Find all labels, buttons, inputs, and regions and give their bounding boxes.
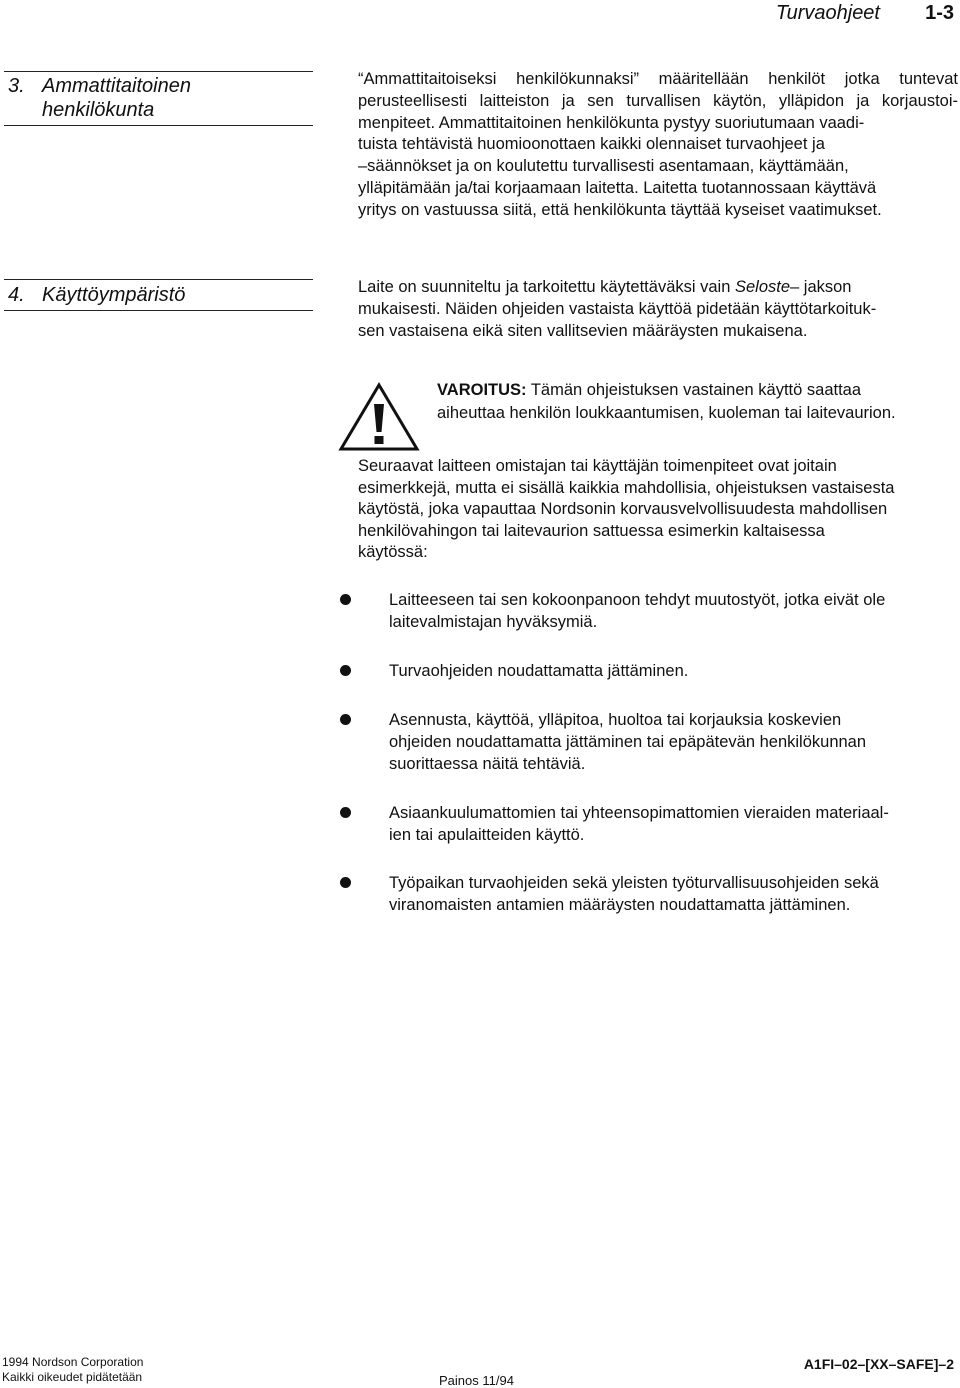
section-4-line [358,277,958,299]
intro-line: esimerkkejä, mutta ei sisällä kaikkia mahdollisia, ohjeistuksen vastaisesta [358,478,895,497]
list-item-line: laitevalmistajan hyväksymiä. [389,613,598,631]
section-3-title-line-1: Ammattitaitoinen [42,75,191,97]
header-title: Turvaohjeet [775,2,880,24]
section-rule-top [4,279,313,280]
bullet-icon [340,665,351,676]
page-number: 1-3 [925,2,954,24]
list-item-line: Turvaohjeiden noudattamatta jättäminen. [389,662,689,680]
bullet-list [340,589,955,916]
bullet-icon [340,807,351,818]
section-rule-bottom [4,310,313,311]
list-item-line: suorittaessa näitä tehtäviä. [389,755,586,773]
section-rule-bottom [4,125,313,126]
section-3-line: tuista tehtävistä huomioonottaen kaikki olennaiset turvaohjeet ja [358,135,825,154]
rights-text: Kaikki oikeudet pidätetään [2,1370,143,1384]
warning-text [437,379,957,424]
section-4-number: 4. [8,284,25,306]
warning-text-part: Tämän ohjeistuksen vastainen käyttö saattaa [526,381,862,399]
intro-line: käytöstä, joka vapauttaa Nordsonin korvausvelvollisuudesta mahdollisen [358,500,888,519]
section-4-heading [8,283,185,307]
warning-line: aiheuttaa henkilön loukkaantumisen, kuoleman tai laitevaurion. [437,403,896,422]
footer-copyright [2,1355,143,1385]
bullet-icon [340,877,351,888]
section-3-line: ylläpitämään ja/tai korjaamaan laitetta. Laitetta tuotannossaan käyttävä [358,178,877,197]
section-4-line: mukaisesti. Näiden ohjeiden vastaista käyttöä pidetään käyttötarkoituk- [358,299,877,318]
list-item-line: Asennusta, käyttöä, ylläpitoa, huoltoa tai korjauksia koskevien [389,711,842,729]
section-3-number: 3. [8,75,25,97]
section-3-line: perusteellisesti laitteiston ja sen turvallisen käytön, ylläpidon ja korjaustoi- [358,91,958,110]
section-4-line: sen vastaisena eikä siten vallitsevien määräysten mukaisena. [358,321,808,340]
seloste-reference: Seloste [734,278,791,296]
intro-line: käytössä: [358,543,428,562]
list-item-line: Asiaankuulumattomien tai yhteensopimattomien vieraiden materiaal- [389,804,889,822]
warning-line [437,379,957,402]
document-code: A1FI–02–[XX–SAFE]–2 [803,1356,954,1372]
section-3-title-line-2: henkilökunta [42,99,155,121]
list-item [340,709,955,775]
list-item-line: ohjeiden noudattamatta jättäminen tai epäpätevän henkilökunnan [389,733,867,751]
section-4-body [358,277,958,342]
section-3-body [358,69,958,222]
section-3-line: –säännökset ja on koulutettu turvallisesti asentamaan, käyttämään, [358,157,849,176]
section-rule-top [4,71,313,72]
list-item-line: ien tai apulaitteiden käyttö. [389,826,585,844]
list-item-line: Laitteeseen tai sen kokoonpanoon tehdyt muutostyöt, jotka eivät ole [389,591,886,609]
intro-line: henkilövahingon tai laitevaurion sattuessa esimerkin kaltaisessa [358,521,825,540]
list-item [340,589,955,633]
intro-paragraph [358,456,958,564]
section-4-text: – jakson [790,278,852,296]
intro-line: Seuraavat laitteen omistajan tai käyttäjän toimenpiteet ovat joitain [358,457,837,475]
edition-text: Painos 11/94 [439,1373,514,1388]
list-item [340,802,955,846]
copyright-text: 1994 Nordson Corporation [2,1355,144,1369]
section-3-line: “Ammattitaitoiseksi henkilökunnaksi” määritellään henkilöt jotka tuntevat [358,70,958,88]
section-4-title: Käyttöympäristö [42,284,186,306]
warning-label: VAROITUS: [437,381,527,399]
bullet-icon [340,594,351,605]
section-3-line: yritys on vastuussa siitä, että henkilökunta täyttää kyseiset vaatimukset. [358,200,882,219]
list-item-line: viranomaisten antamien määräysten noudattamatta jättäminen. [389,896,851,914]
section-3-line: menpiteet. Ammattitaitoinen henkilökunta pystyy suoriutumaan vaadi- [358,113,865,132]
list-item [340,660,955,682]
list-item-line: Työpaikan turvaohjeiden sekä yleisten työturvallisuusohjeiden sekä [389,874,879,892]
warning-triangle-icon [338,382,420,452]
list-item [340,872,955,916]
bullet-icon [340,714,351,725]
section-4-text: Laite on suunniteltu ja tarkoitettu käytettäväksi vain [358,278,735,296]
section-3-heading [8,74,191,122]
